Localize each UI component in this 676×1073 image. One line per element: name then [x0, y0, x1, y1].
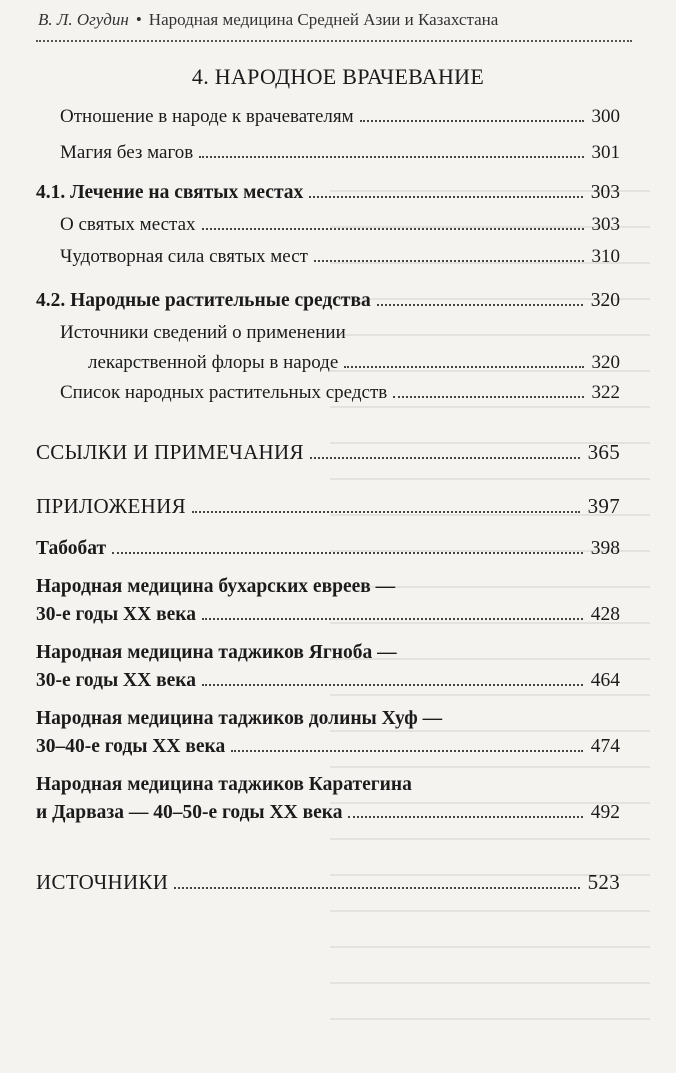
toc-entry-page: 464	[590, 670, 620, 691]
toc-entry-page: 320	[591, 352, 620, 373]
toc-entry-title: Чудотворная сила святых мест	[60, 246, 308, 267]
toc-entry-page: 310	[591, 246, 620, 267]
toc-entry-page: 398	[590, 538, 620, 559]
toc-entry-title: Магия без магов	[60, 142, 194, 163]
dot-leader	[202, 618, 583, 620]
dot-leader	[231, 750, 583, 752]
toc-entry-title: 4.1. Лечение на святых местах	[36, 182, 304, 203]
toc-entry-page: 301	[591, 142, 620, 163]
toc-entry-title-line2: 30-е годы XX века	[36, 670, 196, 691]
toc-entry-page: 428	[590, 604, 620, 625]
dot-leader	[202, 684, 583, 686]
toc-appendix-entry[interactable]	[36, 736, 620, 758]
dot-leader	[192, 511, 580, 513]
toc-entry-page: 303	[590, 182, 620, 203]
toc-entry[interactable]	[60, 246, 620, 268]
dot-leader	[360, 120, 584, 122]
toc-entry-page: 303	[591, 214, 620, 235]
toc-entry[interactable]	[60, 106, 620, 128]
toc-appendix-title-line1[interactable]: Народная медицина таджиков долины Хуф —	[36, 708, 443, 729]
dot-leader	[314, 260, 584, 262]
dot-leader	[348, 816, 582, 818]
toc-entry-title: Табобат	[36, 538, 107, 559]
toc-entry-title: ПРИЛОЖЕНИЯ	[36, 494, 186, 518]
dot-leader	[112, 552, 583, 554]
toc-entry-page: 365	[587, 440, 620, 464]
toc-entry[interactable]	[60, 214, 620, 236]
toc-entry[interactable]	[88, 352, 620, 374]
running-head-author: В. Л. Огудин	[38, 10, 129, 29]
running-head-title: Народная медицина Средней Азии и Казахстана	[148, 10, 499, 29]
dot-leader	[344, 366, 583, 368]
dot-leader	[310, 457, 580, 459]
toc-entry-title-line2: лекарственной флоры в народе	[88, 352, 339, 373]
toc-entry-title-line2: и Дарваза — 40–50-е годы XX века	[36, 802, 343, 823]
toc-appendix-entry[interactable]	[36, 670, 620, 692]
dot-leader	[377, 304, 583, 306]
section-title: 4. НАРОДНОЕ ВРАЧЕВАНИЕ	[191, 64, 485, 89]
toc-subsection-entry[interactable]	[36, 182, 620, 204]
toc-entry-title-line1[interactable]: Источники сведений о применении	[60, 322, 346, 343]
toc-appendix-entry[interactable]	[36, 604, 620, 626]
toc-entry[interactable]	[60, 382, 620, 404]
toc-entry-page: 322	[591, 382, 620, 403]
dot-leader	[393, 396, 583, 398]
toc-entry-title: ССЫЛКИ И ПРИМЕЧАНИЯ	[36, 440, 304, 464]
toc-entry-page: 474	[590, 736, 620, 757]
dot-leader	[202, 228, 584, 230]
toc-appendix-title-line1[interactable]: Народная медицина таджиков Ягноба —	[36, 642, 397, 663]
toc-entry-title: Список народных растительных средств	[60, 382, 388, 403]
dot-leader	[174, 887, 579, 889]
toc-entry-page: 523	[587, 870, 620, 894]
dot-leader	[309, 196, 582, 198]
toc-entry-page: 397	[587, 494, 620, 518]
toc-entry-page: 492	[590, 802, 620, 823]
dot-leader	[199, 156, 583, 158]
running-head	[38, 10, 638, 30]
toc-entry-title: ИСТОЧНИКИ	[36, 870, 169, 894]
toc-entry[interactable]	[60, 142, 620, 164]
toc-entry-page: 300	[591, 106, 620, 127]
toc-entry-title-line2: 30–40-е годы XX века	[36, 736, 226, 757]
toc-entry-title-line2: 30-е годы XX века	[36, 604, 196, 625]
toc-subsection-entry[interactable]	[36, 290, 620, 312]
toc-entry-title: О святых местах	[60, 214, 196, 235]
toc-entry-title: 4.2. Народные растительные средства	[36, 290, 371, 311]
toc-appendix-entry[interactable]	[36, 802, 620, 824]
toc-appendix-title-line1[interactable]: Народная медицина бухарских евреев —	[36, 576, 396, 597]
header-rule	[36, 40, 632, 42]
toc-entry-title: Отношение в народе к врачевателям	[60, 106, 354, 127]
toc-chapter-entry[interactable]	[36, 870, 620, 895]
toc-chapter-entry[interactable]	[36, 440, 620, 465]
toc-appendix-entry[interactable]	[36, 538, 620, 560]
toc-appendix-title-line1[interactable]: Народная медицина таджиков Каратегина	[36, 774, 412, 795]
toc-entry-page: 320	[590, 290, 620, 311]
running-head-separator: •	[135, 10, 142, 29]
toc-chapter-entry[interactable]	[36, 494, 620, 519]
